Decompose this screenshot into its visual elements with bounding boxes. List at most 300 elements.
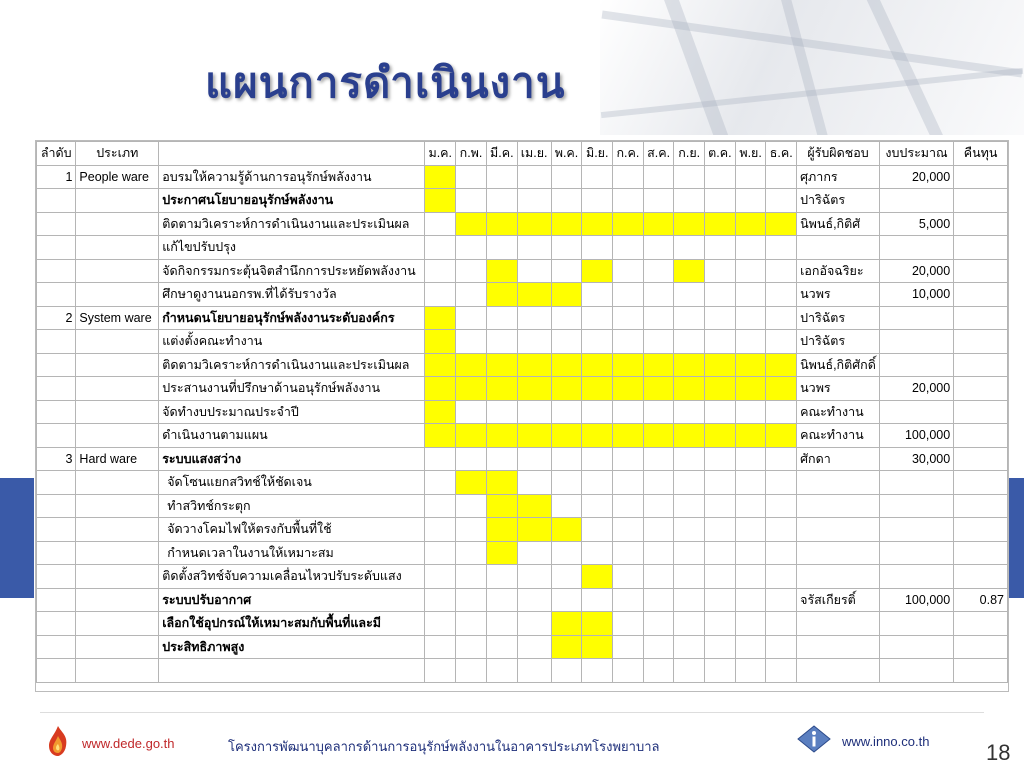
header-cell bbox=[159, 142, 425, 166]
month-cell bbox=[425, 306, 456, 330]
month-cell bbox=[643, 424, 674, 448]
month-cell bbox=[551, 165, 582, 189]
payback-cell bbox=[954, 447, 1008, 471]
budget-cell: 20,000 bbox=[879, 259, 953, 283]
row-number-cell bbox=[37, 565, 76, 589]
month-cell bbox=[425, 236, 456, 260]
payback-cell bbox=[954, 236, 1008, 260]
month-cell bbox=[704, 612, 735, 636]
month-cell bbox=[582, 518, 613, 542]
row-number-cell bbox=[37, 377, 76, 401]
category-cell bbox=[76, 471, 159, 495]
budget-cell bbox=[879, 330, 953, 354]
owner-cell bbox=[797, 494, 880, 518]
month-cell bbox=[613, 306, 644, 330]
payback-cell bbox=[954, 424, 1008, 448]
owner-cell bbox=[797, 236, 880, 260]
month-cell bbox=[735, 377, 766, 401]
month-cell bbox=[551, 189, 582, 213]
month-cell bbox=[486, 588, 517, 612]
payback-cell bbox=[954, 212, 1008, 236]
month-cell bbox=[456, 377, 487, 401]
month-cell bbox=[643, 212, 674, 236]
month-cell bbox=[456, 165, 487, 189]
owner-cell: คณะทำงาน bbox=[797, 424, 880, 448]
month-cell bbox=[486, 330, 517, 354]
budget-cell bbox=[879, 565, 953, 589]
task-cell: จัดโซนแยกสวิทช์ให้ชัดเจน bbox=[159, 471, 425, 495]
month-cell bbox=[643, 306, 674, 330]
month-cell bbox=[704, 236, 735, 260]
month-cell bbox=[613, 212, 644, 236]
budget-cell bbox=[879, 236, 953, 260]
month-cell bbox=[735, 212, 766, 236]
month-cell bbox=[551, 212, 582, 236]
month-cell bbox=[704, 283, 735, 307]
task-cell: ดำเนินงานตามแผน bbox=[159, 424, 425, 448]
month-cell bbox=[674, 565, 704, 589]
header-cell: คืนทุน bbox=[954, 142, 1008, 166]
month-cell bbox=[456, 330, 487, 354]
month-cell bbox=[582, 236, 613, 260]
month-cell bbox=[582, 306, 613, 330]
owner-cell: นวพร bbox=[797, 377, 880, 401]
month-cell bbox=[551, 353, 582, 377]
owner-cell bbox=[797, 565, 880, 589]
owner-cell bbox=[797, 612, 880, 636]
budget-cell bbox=[879, 306, 953, 330]
month-cell bbox=[704, 565, 735, 589]
month-cell bbox=[643, 471, 674, 495]
month-cell bbox=[704, 377, 735, 401]
month-cell bbox=[643, 518, 674, 542]
month-cell bbox=[674, 212, 704, 236]
header-cell: ก.ย. bbox=[674, 142, 704, 166]
month-cell bbox=[456, 565, 487, 589]
owner-cell bbox=[797, 659, 880, 683]
month-cell bbox=[425, 212, 456, 236]
spreadsheet-area bbox=[35, 140, 1009, 692]
month-cell bbox=[425, 377, 456, 401]
month-cell bbox=[735, 447, 766, 471]
month-cell bbox=[517, 541, 551, 565]
month-cell bbox=[674, 306, 704, 330]
month-cell bbox=[766, 518, 797, 542]
month-cell bbox=[517, 400, 551, 424]
header-cell: พ.ย. bbox=[735, 142, 766, 166]
month-cell bbox=[551, 377, 582, 401]
month-cell bbox=[486, 659, 517, 683]
owner-cell: นิพนธ์,กิติศั bbox=[797, 212, 880, 236]
month-cell bbox=[425, 353, 456, 377]
month-cell bbox=[551, 494, 582, 518]
month-cell bbox=[704, 400, 735, 424]
month-cell bbox=[674, 541, 704, 565]
row-number-cell bbox=[37, 189, 76, 213]
plan-table bbox=[36, 141, 1008, 683]
month-cell bbox=[766, 565, 797, 589]
task-cell: ติดตามวิเคราะห์การดำเนินงานและประเมินผล bbox=[159, 353, 425, 377]
month-cell bbox=[735, 400, 766, 424]
task-cell: กำหนดเวลาในงานให้เหมาะสม bbox=[159, 541, 425, 565]
month-cell bbox=[704, 353, 735, 377]
task-cell: ศึกษาดูงานนอกรพ.ที่ได้รับรางวัล bbox=[159, 283, 425, 307]
budget-cell: 30,000 bbox=[879, 447, 953, 471]
owner-cell: ปาริฉัตร bbox=[797, 189, 880, 213]
month-cell bbox=[551, 635, 582, 659]
month-cell bbox=[766, 259, 797, 283]
month-cell bbox=[613, 635, 644, 659]
month-cell bbox=[425, 424, 456, 448]
month-cell bbox=[674, 471, 704, 495]
month-cell bbox=[674, 330, 704, 354]
table-row bbox=[37, 283, 1008, 307]
task-cell: ประสิทธิภาพสูง bbox=[159, 635, 425, 659]
month-cell bbox=[704, 635, 735, 659]
month-cell bbox=[517, 212, 551, 236]
month-cell bbox=[425, 612, 456, 636]
month-cell bbox=[766, 236, 797, 260]
payback-cell bbox=[954, 283, 1008, 307]
payback-cell bbox=[954, 400, 1008, 424]
header-cell: เม.ย. bbox=[517, 142, 551, 166]
month-cell bbox=[425, 565, 456, 589]
task-cell: ประกาศนโยบายอนุรักษ์พลังงาน bbox=[159, 189, 425, 213]
budget-cell bbox=[879, 541, 953, 565]
month-cell bbox=[643, 541, 674, 565]
owner-cell: ปาริฉัตร bbox=[797, 306, 880, 330]
month-cell bbox=[486, 565, 517, 589]
month-cell bbox=[486, 353, 517, 377]
month-cell bbox=[582, 659, 613, 683]
owner-cell bbox=[797, 471, 880, 495]
month-cell bbox=[486, 494, 517, 518]
task-cell: ระบบแสงสว่าง bbox=[159, 447, 425, 471]
month-cell bbox=[517, 306, 551, 330]
row-number-cell bbox=[37, 635, 76, 659]
header-cell: ผู้รับผิดชอบ bbox=[797, 142, 880, 166]
category-cell bbox=[76, 259, 159, 283]
budget-cell bbox=[879, 659, 953, 683]
category-cell bbox=[76, 377, 159, 401]
owner-cell: จรัสเกียรติ์ bbox=[797, 588, 880, 612]
table-row bbox=[37, 471, 1008, 495]
month-cell bbox=[674, 165, 704, 189]
table-row bbox=[37, 212, 1008, 236]
left-accent-bar bbox=[0, 478, 34, 598]
category-cell bbox=[76, 588, 159, 612]
month-cell bbox=[674, 400, 704, 424]
month-cell bbox=[766, 306, 797, 330]
month-cell bbox=[486, 447, 517, 471]
month-cell bbox=[613, 471, 644, 495]
month-cell bbox=[613, 659, 644, 683]
month-cell bbox=[766, 283, 797, 307]
budget-cell bbox=[879, 518, 953, 542]
month-cell bbox=[704, 306, 735, 330]
month-cell bbox=[486, 424, 517, 448]
owner-cell: ปาริฉัตร bbox=[797, 330, 880, 354]
month-cell bbox=[486, 471, 517, 495]
info-icon bbox=[796, 724, 832, 754]
month-cell bbox=[674, 236, 704, 260]
payback-cell bbox=[954, 259, 1008, 283]
month-cell bbox=[486, 189, 517, 213]
month-cell bbox=[456, 259, 487, 283]
month-cell bbox=[582, 283, 613, 307]
month-cell bbox=[456, 471, 487, 495]
owner-cell: นิพนธ์,กิติศักดิ์ bbox=[797, 353, 880, 377]
budget-cell: 10,000 bbox=[879, 283, 953, 307]
month-cell bbox=[704, 447, 735, 471]
task-cell: จัดทำงบประมาณประจำปี bbox=[159, 400, 425, 424]
month-cell bbox=[425, 659, 456, 683]
table-row bbox=[37, 306, 1008, 330]
task-cell: กำหนดนโยบายอนุรักษ์พลังงานระดับองค์กร bbox=[159, 306, 425, 330]
month-cell bbox=[582, 494, 613, 518]
category-cell: System ware bbox=[76, 306, 159, 330]
month-cell bbox=[766, 212, 797, 236]
month-cell bbox=[582, 353, 613, 377]
payback-cell bbox=[954, 635, 1008, 659]
month-cell bbox=[766, 541, 797, 565]
payback-cell bbox=[954, 659, 1008, 683]
month-cell bbox=[582, 588, 613, 612]
owner-cell bbox=[797, 541, 880, 565]
month-cell bbox=[456, 588, 487, 612]
month-cell bbox=[643, 236, 674, 260]
month-cell bbox=[517, 471, 551, 495]
month-cell bbox=[704, 659, 735, 683]
month-cell bbox=[674, 377, 704, 401]
month-cell bbox=[486, 612, 517, 636]
month-cell bbox=[456, 494, 487, 518]
month-cell bbox=[613, 565, 644, 589]
month-cell bbox=[613, 612, 644, 636]
table-header-row bbox=[37, 142, 1008, 166]
month-cell bbox=[643, 494, 674, 518]
month-cell bbox=[582, 377, 613, 401]
month-cell bbox=[582, 635, 613, 659]
month-cell bbox=[766, 377, 797, 401]
month-cell bbox=[551, 283, 582, 307]
month-cell bbox=[456, 541, 487, 565]
payback-cell bbox=[954, 471, 1008, 495]
month-cell bbox=[425, 635, 456, 659]
month-cell bbox=[766, 447, 797, 471]
task-cell bbox=[159, 659, 425, 683]
month-cell bbox=[517, 330, 551, 354]
category-cell bbox=[76, 541, 159, 565]
payback-cell bbox=[954, 189, 1008, 213]
month-cell bbox=[613, 236, 644, 260]
category-cell bbox=[76, 189, 159, 213]
task-cell: แต่งตั้งคณะทำงาน bbox=[159, 330, 425, 354]
row-number-cell bbox=[37, 212, 76, 236]
month-cell bbox=[551, 565, 582, 589]
month-cell bbox=[456, 236, 487, 260]
month-cell bbox=[456, 400, 487, 424]
month-cell bbox=[643, 377, 674, 401]
month-cell bbox=[735, 424, 766, 448]
month-cell bbox=[456, 659, 487, 683]
payback-cell bbox=[954, 353, 1008, 377]
month-cell bbox=[643, 259, 674, 283]
row-number-cell bbox=[37, 424, 76, 448]
table-row bbox=[37, 236, 1008, 260]
month-cell bbox=[674, 518, 704, 542]
owner-cell: เอกอัจฉริยะ bbox=[797, 259, 880, 283]
payback-cell: 0.87 bbox=[954, 588, 1008, 612]
month-cell bbox=[735, 283, 766, 307]
owner-cell bbox=[797, 635, 880, 659]
month-cell bbox=[613, 494, 644, 518]
header-cell: ประเภท bbox=[76, 142, 159, 166]
footer bbox=[0, 712, 1024, 768]
month-cell bbox=[582, 424, 613, 448]
month-cell bbox=[551, 588, 582, 612]
owner-cell: นวพร bbox=[797, 283, 880, 307]
month-cell bbox=[582, 612, 613, 636]
budget-cell: 20,000 bbox=[879, 377, 953, 401]
month-cell bbox=[735, 588, 766, 612]
budget-cell: 20,000 bbox=[879, 165, 953, 189]
month-cell bbox=[704, 330, 735, 354]
month-cell bbox=[704, 494, 735, 518]
month-cell bbox=[735, 189, 766, 213]
row-number-cell bbox=[37, 588, 76, 612]
month-cell bbox=[674, 494, 704, 518]
month-cell bbox=[613, 518, 644, 542]
month-cell bbox=[551, 236, 582, 260]
header-cell: ก.พ. bbox=[456, 142, 487, 166]
month-cell bbox=[517, 612, 551, 636]
month-cell bbox=[456, 353, 487, 377]
category-cell bbox=[76, 565, 159, 589]
month-cell bbox=[425, 588, 456, 612]
month-cell bbox=[674, 283, 704, 307]
month-cell bbox=[613, 353, 644, 377]
category-cell bbox=[76, 424, 159, 448]
budget-cell: 100,000 bbox=[879, 588, 953, 612]
month-cell bbox=[643, 165, 674, 189]
budget-cell bbox=[879, 353, 953, 377]
month-cell bbox=[613, 424, 644, 448]
table-row bbox=[37, 518, 1008, 542]
month-cell bbox=[551, 424, 582, 448]
month-cell bbox=[735, 353, 766, 377]
month-cell bbox=[486, 259, 517, 283]
task-cell: อบรมให้ความรู้ด้านการอนุรักษ์พลังงาน bbox=[159, 165, 425, 189]
month-cell bbox=[425, 518, 456, 542]
table-row bbox=[37, 635, 1008, 659]
owner-cell: ศักดา bbox=[797, 447, 880, 471]
month-cell bbox=[551, 330, 582, 354]
payback-cell bbox=[954, 518, 1008, 542]
month-cell bbox=[643, 588, 674, 612]
month-cell bbox=[735, 518, 766, 542]
payback-cell bbox=[954, 306, 1008, 330]
table-row bbox=[37, 588, 1008, 612]
month-cell bbox=[456, 283, 487, 307]
month-cell bbox=[517, 588, 551, 612]
month-cell bbox=[613, 541, 644, 565]
month-cell bbox=[456, 189, 487, 213]
row-number-cell bbox=[37, 494, 76, 518]
month-cell bbox=[704, 165, 735, 189]
task-cell: ติดตั้งสวิทช์จับความเคลื่อนไหวปรับระดับแสง bbox=[159, 565, 425, 589]
month-cell bbox=[486, 518, 517, 542]
month-cell bbox=[517, 283, 551, 307]
month-cell bbox=[425, 541, 456, 565]
header-cell: มิ.ย. bbox=[582, 142, 613, 166]
header-cell: ส.ค. bbox=[643, 142, 674, 166]
month-cell bbox=[674, 447, 704, 471]
budget-cell bbox=[879, 612, 953, 636]
month-cell bbox=[582, 541, 613, 565]
month-cell bbox=[486, 400, 517, 424]
month-cell bbox=[643, 565, 674, 589]
month-cell bbox=[486, 283, 517, 307]
row-number-cell bbox=[37, 541, 76, 565]
month-cell bbox=[551, 518, 582, 542]
month-cell bbox=[582, 330, 613, 354]
month-cell bbox=[456, 612, 487, 636]
header-cell: ต.ค. bbox=[704, 142, 735, 166]
month-cell bbox=[735, 541, 766, 565]
table-row bbox=[37, 494, 1008, 518]
month-cell bbox=[517, 424, 551, 448]
row-number-cell bbox=[37, 471, 76, 495]
month-cell bbox=[735, 165, 766, 189]
flame-logo-icon bbox=[44, 724, 72, 758]
budget-cell bbox=[879, 635, 953, 659]
month-cell bbox=[613, 189, 644, 213]
month-cell bbox=[425, 494, 456, 518]
budget-cell bbox=[879, 189, 953, 213]
owner-cell: คณะทำงาน bbox=[797, 400, 880, 424]
task-cell: ระบบปรับอากาศ bbox=[159, 588, 425, 612]
table-row bbox=[37, 612, 1008, 636]
footer-url-left[interactable]: www.dede.go.th bbox=[82, 736, 175, 751]
month-cell bbox=[704, 212, 735, 236]
background-decoration bbox=[600, 0, 1024, 135]
footer-url-right[interactable]: www.inno.co.th bbox=[842, 734, 930, 749]
month-cell bbox=[425, 189, 456, 213]
header-cell: ธ.ค. bbox=[766, 142, 797, 166]
month-cell bbox=[551, 259, 582, 283]
table-row bbox=[37, 189, 1008, 213]
header-cell: ลำดับ bbox=[37, 142, 76, 166]
category-cell: Hard ware bbox=[76, 447, 159, 471]
month-cell bbox=[551, 541, 582, 565]
month-cell bbox=[551, 612, 582, 636]
month-cell bbox=[517, 165, 551, 189]
payback-cell bbox=[954, 612, 1008, 636]
table-row bbox=[37, 165, 1008, 189]
month-cell bbox=[486, 635, 517, 659]
header-cell: ม.ค. bbox=[425, 142, 456, 166]
category-cell bbox=[76, 353, 159, 377]
month-cell bbox=[486, 236, 517, 260]
month-cell bbox=[674, 259, 704, 283]
row-number-cell: 1 bbox=[37, 165, 76, 189]
payback-cell bbox=[954, 377, 1008, 401]
month-cell bbox=[551, 659, 582, 683]
month-cell bbox=[517, 377, 551, 401]
month-cell bbox=[735, 659, 766, 683]
month-cell bbox=[582, 471, 613, 495]
